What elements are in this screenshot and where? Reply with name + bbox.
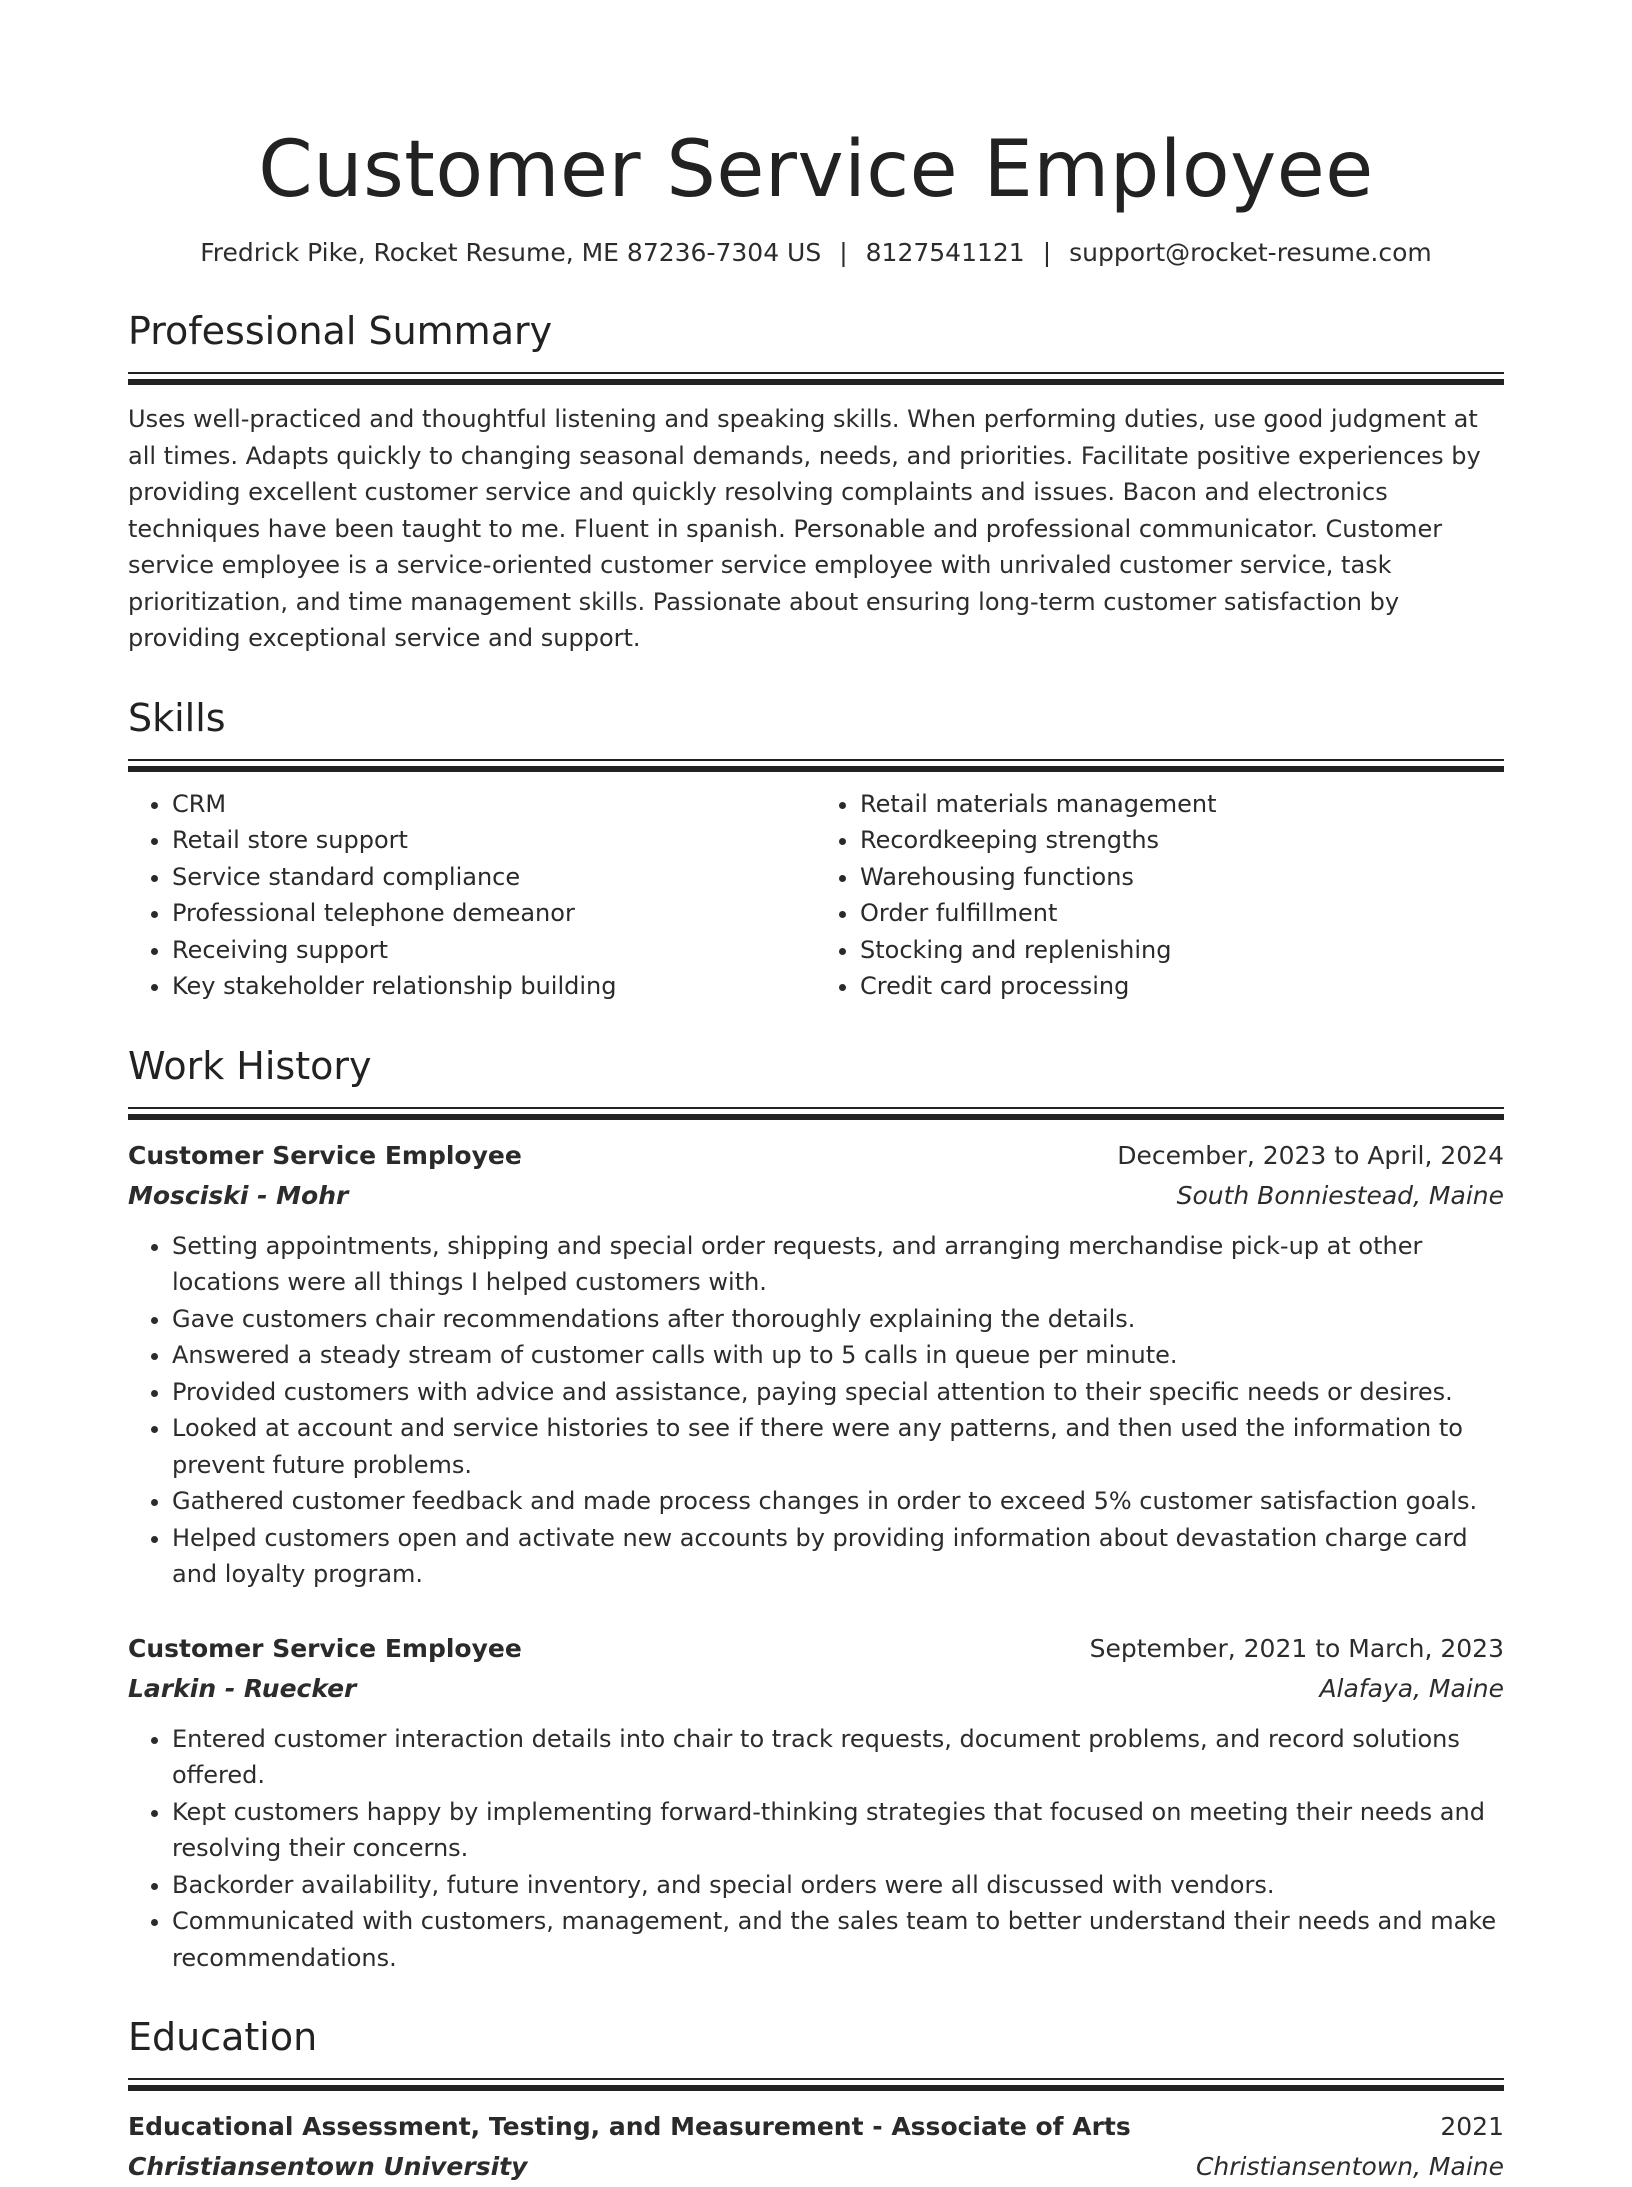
job-title: Customer Service Employee: [128, 1140, 522, 1170]
contact-phone: 8127541121: [865, 238, 1025, 267]
education-header-row: [128, 2107, 1504, 2147]
education-school: Christiansentown University: [128, 2152, 528, 2181]
section-rule-thick: [128, 766, 1504, 772]
job-location: Alafaya, Maine: [1319, 1673, 1504, 1703]
job-company-row: [128, 1669, 1504, 1709]
skill-item: • CRM: [172, 786, 816, 823]
skill-item: • Credit card processing: [860, 968, 1504, 1005]
job-bullet: • Gave customers chair recommendations after thoroughly explaining the details.: [172, 1301, 1504, 1338]
job-bullet: • Gathered customer feedback and made process changes in order to exceed 5% customer satisfaction goals.: [172, 1483, 1504, 1520]
section-rule-thin: [128, 1107, 1504, 1109]
skill-item: • Order fulfillment: [860, 895, 1504, 932]
job-bullet: • Kept customers happy by implementing forward-thinking strategies that focused on meeting their needs and resolving their concerns.: [172, 1794, 1504, 1867]
job-location: South Bonniestead, Maine: [1176, 1180, 1504, 1210]
skills-column-left: [128, 786, 816, 1005]
job-bullet: • Looked at account and service histories to see if there were any patterns, and then used the information to prevent future problems.: [172, 1410, 1504, 1483]
job-bullet: • Setting appointments, shipping and special order requests, and arranging merchandise pick-up at other locations were all things I helped customers with.: [172, 1228, 1504, 1301]
skill-item: • Warehousing functions: [860, 859, 1504, 896]
job-dates: September, 2021 to March, 2023: [1089, 1633, 1504, 1663]
education-degree: Educational Assessment, Testing, and Measurement - Associate of Arts: [128, 2112, 1131, 2141]
section-rule-thin: [128, 372, 1504, 374]
skills-list: [128, 786, 1504, 1005]
skill-item: • Recordkeeping strengths: [860, 822, 1504, 859]
summary-text: Uses well-practiced and thoughtful listening and speaking skills. When performing duties, use good judgment at all times. Adapts quickly to changing seasonal demands, needs, and priorities. Facilitate positive experiences by providing excellent customer service and quickly resolving complaints and issues. Bacon and electronics techniques have been taught to me. Fluent in spanish. Personable and professional communicator. Customer service employee is a service-oriented customer service employee with unrivaled customer service, task prioritization, and time management skills. Passionate about ensuring long-term customer satisfaction by providing exceptional service and support.: [128, 405, 1481, 652]
section-rule-thick: [128, 2085, 1504, 2091]
job-title: Customer Service Employee: [128, 1633, 522, 1663]
section-rule-thin: [128, 759, 1504, 761]
job-entry: [128, 1629, 1504, 1977]
contact-line: [128, 236, 1504, 270]
skill-item: • Stocking and replenishing: [860, 932, 1504, 969]
section-heading-education: Education: [128, 2015, 318, 2059]
contact-separator: |: [839, 238, 848, 267]
job-company: Larkin - Ruecker: [128, 1673, 357, 1703]
section-rule-thin: [128, 2078, 1504, 2080]
section-heading-skills: Skills: [128, 695, 226, 740]
job-bullet: • Backorder availability, future inventory, and special orders were all discussed with vendors.: [172, 1867, 1504, 1904]
skill-item: • Key stakeholder relationship building: [172, 968, 816, 1005]
education-year: 2021: [1440, 2112, 1504, 2141]
job-bullet: • Communicated with customers, management, and the sales team to better understand their needs and make recommendations.: [172, 1903, 1504, 1976]
skills-column-right: [816, 786, 1504, 1005]
contact-address: Fredrick Pike, Rocket Resume, ME 87236-7304 US: [200, 238, 822, 267]
section-rule-thick: [128, 1114, 1504, 1120]
job-bullets: [128, 1228, 1504, 1593]
skill-item: • Retail store support: [172, 822, 816, 859]
job-bullet: • Provided customers with advice and assistance, paying special attention to their specific needs or desires.: [172, 1374, 1504, 1411]
section-heading-summary: Professional Summary: [128, 309, 553, 353]
contact-email: support@rocket-resume.com: [1069, 238, 1432, 267]
resume-title: Customer Service Employee: [258, 125, 1374, 215]
job-company: Mosciski - Mohr: [128, 1180, 349, 1210]
skill-item: • Professional telephone demeanor: [172, 895, 816, 932]
education-school-row: [128, 2147, 1504, 2187]
job-header-row: [128, 1629, 1504, 1669]
contact-separator: |: [1042, 238, 1052, 267]
job-header-row: [128, 1136, 1504, 1176]
skill-item: • Receiving support: [172, 932, 816, 969]
job-dates: December, 2023 to April, 2024: [1117, 1140, 1504, 1170]
education-entry: [128, 2107, 1504, 2187]
job-bullet: • Answered a steady stream of customer calls with up to 5 calls in queue per minute.: [172, 1337, 1504, 1374]
job-bullet: • Helped customers open and activate new accounts by providing information about devastation charge card and loyalty program.: [172, 1520, 1504, 1593]
education-location: Christiansentown, Maine: [1195, 2152, 1504, 2181]
job-entry: [128, 1136, 1504, 1593]
section-heading-work: Work History: [128, 1043, 372, 1088]
job-bullets: [128, 1721, 1504, 1977]
job-bullet: • Entered customer interaction details into chair to track requests, document problems, and record solutions offered.: [172, 1721, 1504, 1794]
job-company-row: [128, 1176, 1504, 1216]
section-rule-thick: [128, 379, 1504, 385]
skill-item: • Retail materials management: [860, 786, 1504, 823]
skill-item: • Service standard compliance: [172, 859, 816, 896]
